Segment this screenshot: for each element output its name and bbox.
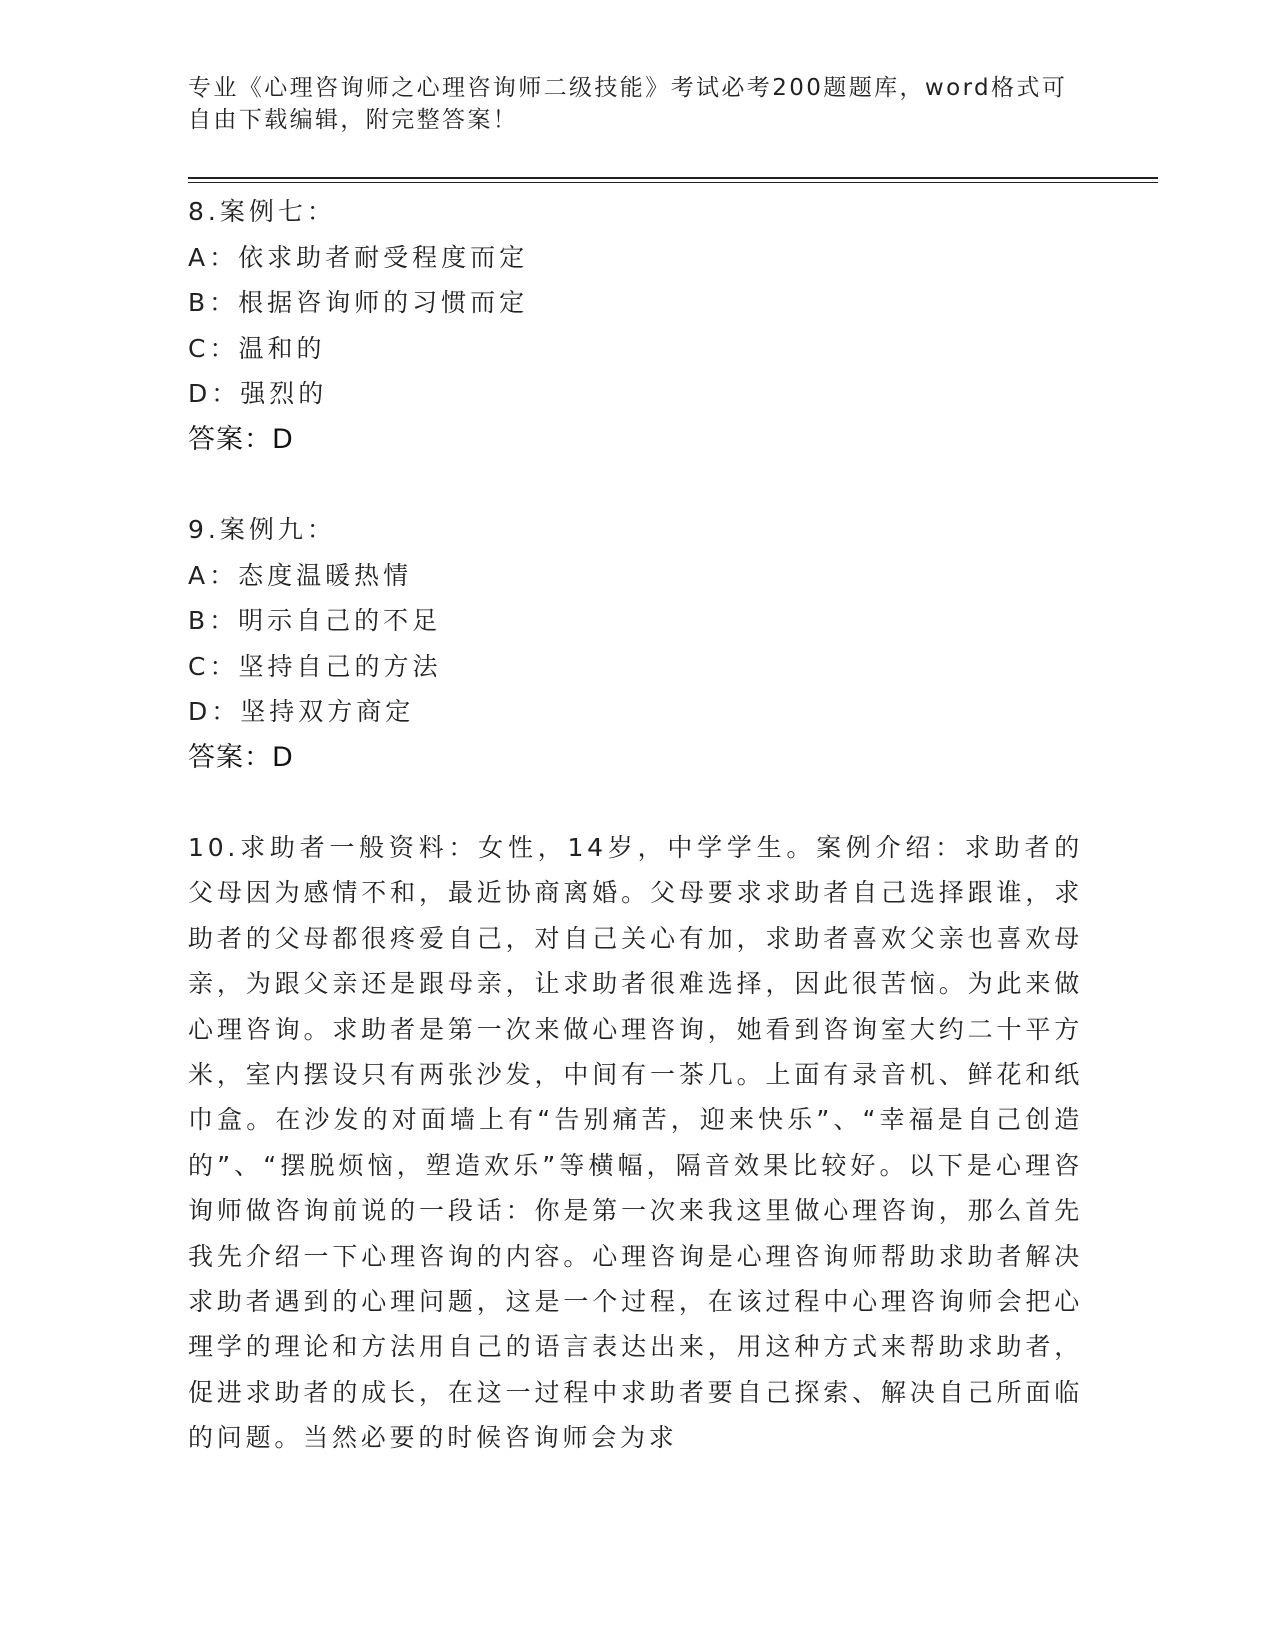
header-divider-thin xyxy=(188,182,1158,183)
option-d: D：强烈的 xyxy=(188,379,328,408)
question-block-8 xyxy=(188,189,1088,462)
header-divider-thick xyxy=(188,177,1158,179)
option-b: B：根据咨询师的习惯而定 xyxy=(188,288,529,317)
question-stem: 9.案例九： xyxy=(188,515,336,544)
option-d: D：坚持双方商定 xyxy=(188,697,415,726)
answer-line: 答案：D xyxy=(188,741,294,773)
spacer xyxy=(188,462,1088,507)
option-a: A：态度温暖热情 xyxy=(188,560,413,590)
answer-line: 答案：D xyxy=(188,423,294,455)
question-block-9 xyxy=(188,507,1088,780)
option-b: B：明示自己的不足 xyxy=(188,606,442,635)
option-a: A：依求助者耐受程度而定 xyxy=(188,242,529,272)
option-c: C：坚持自己的方法 xyxy=(188,651,442,681)
question-stem: 8.案例七： xyxy=(188,197,336,226)
document-header: 专业《心理咨询师之心理咨询师二级技能》考试必考200题题库，word格式可自由下载编辑，附完整答案！ xyxy=(188,75,1068,133)
question-10-paragraph: 10.求助者一般资料：女性，14岁，中学学生。案例介绍：求助者的父母因为感情不和，最近协商离婚。父母要求求助者自己选择跟谁，求助者的父母都很疼爱自己，对自己关心有加，求助者喜欢父亲也喜欢母亲，为跟父亲还是跟母亲，让求助者很难选择，因此很苦恼。为此来做心理咨询。求助者是第一次来做心理咨询，她看到咨询室大约二十平方米，室内摆设只有两张沙发，中间有一茶几。上面有录音机、鲜花和纸巾盒。在沙发的对面墙上有“告别痛苦，迎来快乐”、“幸福是自己创造的”、“摆脱烦恼，塑造欢乐”等横幅，隔音效果比较好。以下是心理咨询师做咨询前说的一段话：你是第一次来我这里做心理咨询，那么首先我先介绍一下心理咨询的内容。心理咨询是心理咨询师帮助求助者解决求助者遇到的心理问题，这是一个过程，在该过程中心理咨询师会把心理学的理论和方法用自己的语言表达出来，用这种方式来帮助求助者，促进求助者的成长，在这一过程中求助者要自己探索、解决自己所面临的问题。当然必要的时候咨询师会为求 xyxy=(188,833,1083,1453)
spacer xyxy=(188,780,1088,825)
question-content xyxy=(188,189,1088,1461)
option-c: C：温和的 xyxy=(188,333,326,363)
